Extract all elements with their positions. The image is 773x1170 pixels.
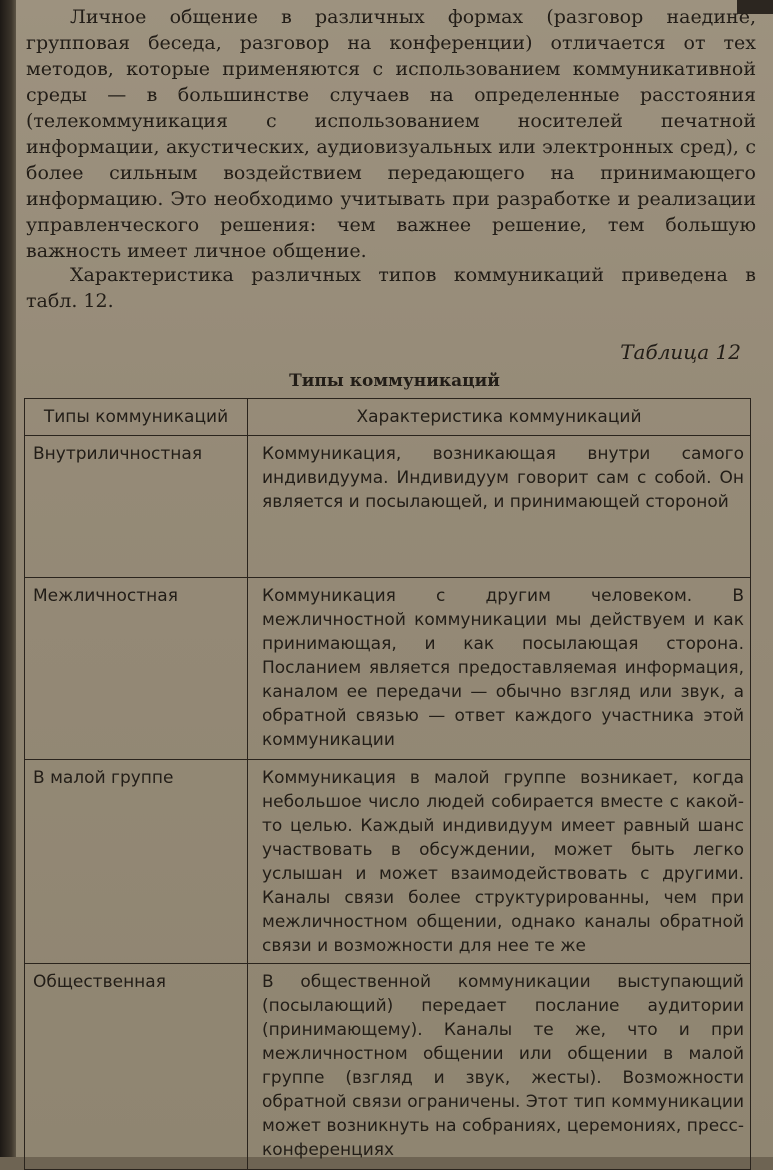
table-title: Типы коммуникаций (289, 371, 500, 391)
communication-types-table (24, 398, 751, 1170)
type-cell: В малой группе (25, 760, 248, 964)
intro-paragraph: Личное общение в различных формах (разговор наедине, групповая беседа, разговор на конференции) отличается от тех методов, которые применяются с использованием коммуникативной среды — в большинстве случаев на определенные расстояния (телекоммуникация с использованием носителей печатной информации, акустических, аудиовизуальных или электронных сред), с более сильным воздействием передающего на принимающего информацию. Это необходимо учитывать при разработке и реализации управленческого решения: чем важнее решение, тем большую важность имеет личное общение. (26, 6, 756, 262)
type-cell: Межличностная (25, 578, 248, 760)
type-cell: Общественная (25, 964, 248, 1170)
table-reference-paragraph: Характеристика различных типов коммуникаций приведена в табл. 12. (26, 264, 756, 312)
table-row (25, 964, 751, 1170)
table-row (25, 436, 751, 578)
description-cell: Коммуникация с другим человеком. В межличностной коммуникации мы действуем и как принимающая, и как посылающая сторона. Посланием является предоставляемая информация, каналом ее передачи — обычно взгляд или звук, а обратной связью — ответ каждого участника этой коммуникации (248, 578, 751, 760)
table-header-row (25, 399, 751, 436)
type-cell: Внутриличностная (25, 436, 248, 578)
column-header-characteristics: Характеристика коммуникаций (248, 399, 751, 436)
table-row (25, 578, 751, 760)
book-spine-shadow (0, 0, 16, 1157)
table-row (25, 760, 751, 964)
book-page (16, 0, 773, 1160)
table-number-label: Таблица 12 (620, 340, 741, 364)
description-cell: Коммуникация в малой группе возникает, когда небольшое число людей собирается вместе с какой-то целью. Каждый индивидуум имеет равный шанс участвовать в обсуждении, может быть легко услышан и может взаимодействовать с другими. Каналы связи более структурированны, чем при межличностном общении, однако каналы обратной связи и возможности для нее те же (248, 760, 751, 964)
description-cell: В общественной коммуникации выступающий (посылающий) передает послание аудитории (принимающему). Каналы те же, что и при межличностном общении или общении в малой группе (взгляд и звук, жесты). Возможности обратной связи ограничены. Этот тип коммуникации может возникнуть на собраниях, церемониях, пресс-конференциях (248, 964, 751, 1170)
description-cell: Коммуникация, возникающая внутри самого индивидуума. Индивидуум говорит сам с собой. Он является и посылающей, и принимающей стороной (248, 436, 751, 578)
column-header-types: Типы коммуникаций (25, 399, 248, 436)
